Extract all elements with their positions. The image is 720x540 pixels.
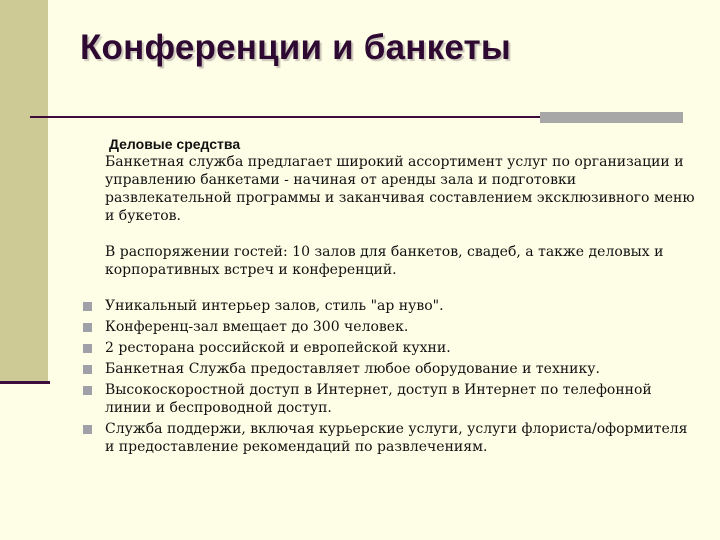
list-item [83,360,698,378]
list-item-text: Уникальный интерьер залов, стиль "ар нуво". [105,298,444,314]
square-bullet-icon [83,344,92,353]
paragraph-spacer [105,225,695,243]
slide-title: Конференции и банкеты [80,28,511,67]
list-item [83,381,698,417]
list-item-text: Служба поддержи, включая курьерские услуги, услуги флориста/оформителя и предоставление рекомендаций по развлечениям. [105,421,688,455]
section-subheading: Деловые средства [109,136,241,152]
left-band-rule [0,381,50,384]
left-decorative-band [0,0,48,383]
square-bullet-icon [83,425,92,434]
halls-paragraph: В распоряжении гостей: 10 залов для банкетов, свадеб, а также деловых и корпоративных встреч и конференций. [105,244,664,278]
list-item [83,339,698,357]
square-bullet-icon [83,302,92,311]
feature-list [83,297,698,459]
square-bullet-icon [83,365,92,374]
slide-content [105,135,695,279]
list-item [83,318,698,336]
list-item [83,297,698,315]
list-item-text: Банкетная Служба предоставляет любое оборудование и технику. [105,361,600,377]
title-divider-accent [540,112,683,123]
intro-paragraph: Банкетная служба предлагает широкий ассортимент услуг по организации и управлению банкетами - начиная от аренды зала и подготовки развлекательной программы и заканчивая составлением эксклюзивного меню и букетов. [105,154,695,224]
square-bullet-icon [83,386,92,395]
square-bullet-icon [83,323,92,332]
list-item-text: 2 ресторана российской и европейской кухни. [105,340,451,356]
list-item [83,420,698,456]
list-item-text: Конференц-зал вмещает до 300 человек. [105,319,409,335]
list-item-text: Высокоскоростной доступ в Интернет, доступ в Интернет по телефонной линии и беспроводной доступ. [105,382,652,416]
